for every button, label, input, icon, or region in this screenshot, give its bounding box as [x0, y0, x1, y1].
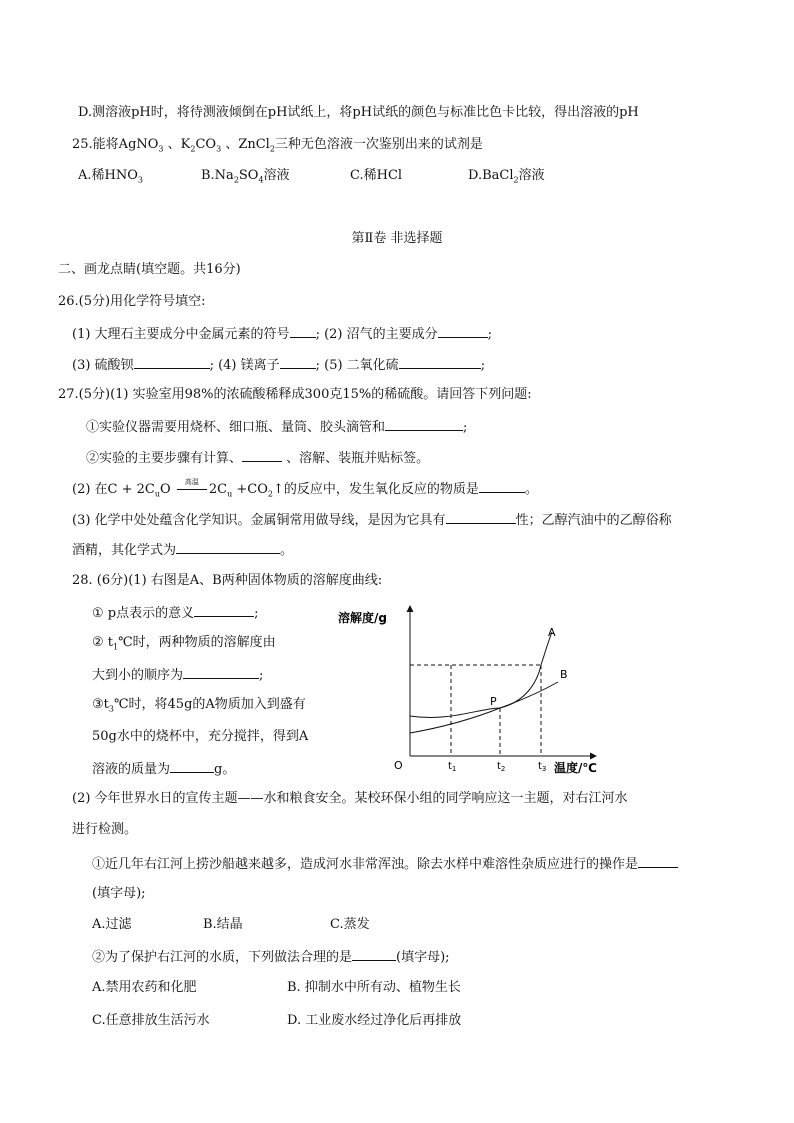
q28-item3: $③t_3℃$时，将45g的A物质加入到盛有	[92, 697, 306, 714]
curve-b-label: B	[560, 668, 568, 681]
q28-stem: 28. (6分)(1) 右图是A、B两种固体物质的溶解度曲线:	[72, 573, 383, 588]
q27-part3-line1: (3) 化学中处处蕴含化学知识。金属铜常用做导线，是因为它具有 性；乙醇汽油中的乙醇俗称	[72, 513, 672, 528]
q28-water-opt-a: A.过滤	[92, 917, 132, 932]
q28-water-opt-c: C.蒸发	[330, 917, 370, 932]
q28-water2-opt-c: C.任意排放生活污水	[92, 1013, 210, 1028]
q25-stem: 25.能将AgNO$_3$ 、$K_2CO_3$ 、ZnCl$_2$三种无色溶液一次鉴别出来的试剂是	[72, 137, 483, 154]
q27-item2: ②实验的主要步骤有计算、 、溶解、装瓶并贴标签。	[86, 451, 430, 466]
q26-stem: 26.(5分)用化学符号填空:	[58, 294, 206, 309]
origin-label: O	[394, 759, 403, 772]
tick-t1: $t_1$	[448, 761, 457, 773]
q28-item2-cont: 大到小的顺序为 ;	[92, 668, 264, 683]
q25-option-b: $B.Na_2SO_4$溶液	[201, 168, 290, 185]
q25-option-d: D.BaCl$_2$溶液	[468, 168, 545, 185]
q28-item2: ② $t_1℃$时，两种物质的溶解度由	[92, 635, 276, 652]
q27-reaction: (2) 在$C + 2C_uO$ 高温 $2C_u$ $+CO_2↑$的反应中，发生氧化反应的物质是 。	[72, 478, 538, 499]
q25-option-a: A.稀$HNO_3$	[78, 168, 143, 185]
q28-water-item1-cont: (填字母);	[92, 886, 146, 901]
tick-t3: $t_3$	[538, 761, 547, 773]
x-axis-label: 温度/℃	[554, 761, 597, 775]
q27-part3-line2: 酒精，其化学式为 。	[72, 543, 294, 558]
q28-water-item1: ①近几年右江河上捞沙船越来越多，造成河水非常浑浊。除去水样中难溶性杂质应进行的操作是	[92, 855, 678, 873]
q27-stem: 27.(5分)(1) 实验室用98%的浓硫酸稀释成300克15%的稀硫酸。请回答下列问题:	[58, 387, 532, 402]
curve-a-label: A	[548, 626, 556, 639]
q28-item3-cont2: 溶液的质量为 g。	[92, 762, 236, 777]
q26-line1: (1) 大理石主要成分中金属元素的符号 ; (2) 沼气的主要成分 ;	[72, 327, 493, 342]
q28-water2-opt-d: D. 工业废水经过净化后再排放	[287, 1013, 462, 1028]
q28-water-opt-b: B.结晶	[203, 917, 243, 932]
part-two-heading: 二、画龙点睛(填空题。共16分)	[58, 262, 241, 277]
q27-item1: ①实验仪器需要用烧杯、细口瓶、量筒、胶头滴管和 ;	[86, 420, 468, 435]
solubility-curve-graph	[330, 598, 610, 780]
point-p-label: P	[490, 695, 497, 708]
q28-part2-line1: (2) 今年世界水日的宣传主题——水和粮食安全。某校环保小组的同学响应这一主题，对右江河水	[72, 791, 628, 806]
q25-option-c: C.稀HCl	[350, 168, 403, 183]
tick-t2: $t_2$	[497, 761, 506, 773]
curve-b	[410, 682, 558, 733]
q28-water-item2: ②为了保护右江河的水质，下列做法合理的是 (填字母);	[92, 950, 450, 965]
q28-item3-cont1: 50g水中的烧杯中，充分搅拌，得到A	[92, 729, 309, 744]
y-axis-label: 溶解度/g	[338, 611, 387, 625]
curve-a	[410, 632, 552, 717]
q28-water2-opt-b: B. 抑制水中所有动、植物生长	[287, 980, 461, 995]
q26-line2: (3) 硫酸钡 ; (4) 镁离子 ; (5) 二氧化硫 ;	[72, 358, 486, 373]
q28-water2-opt-a: A.禁用农药和化肥	[92, 980, 197, 995]
q28-part2-line2: 进行检测。	[72, 822, 138, 837]
q28-item1: ① p点表示的意义 ;	[92, 606, 259, 621]
section-title: 第Ⅱ卷 非选择题	[351, 231, 443, 246]
q24-option-d: D.测溶液pH时，将待测液倾倒在pH试纸上，将pH试纸的颜色与标准比色卡比较，得出溶液的pH	[78, 105, 639, 120]
